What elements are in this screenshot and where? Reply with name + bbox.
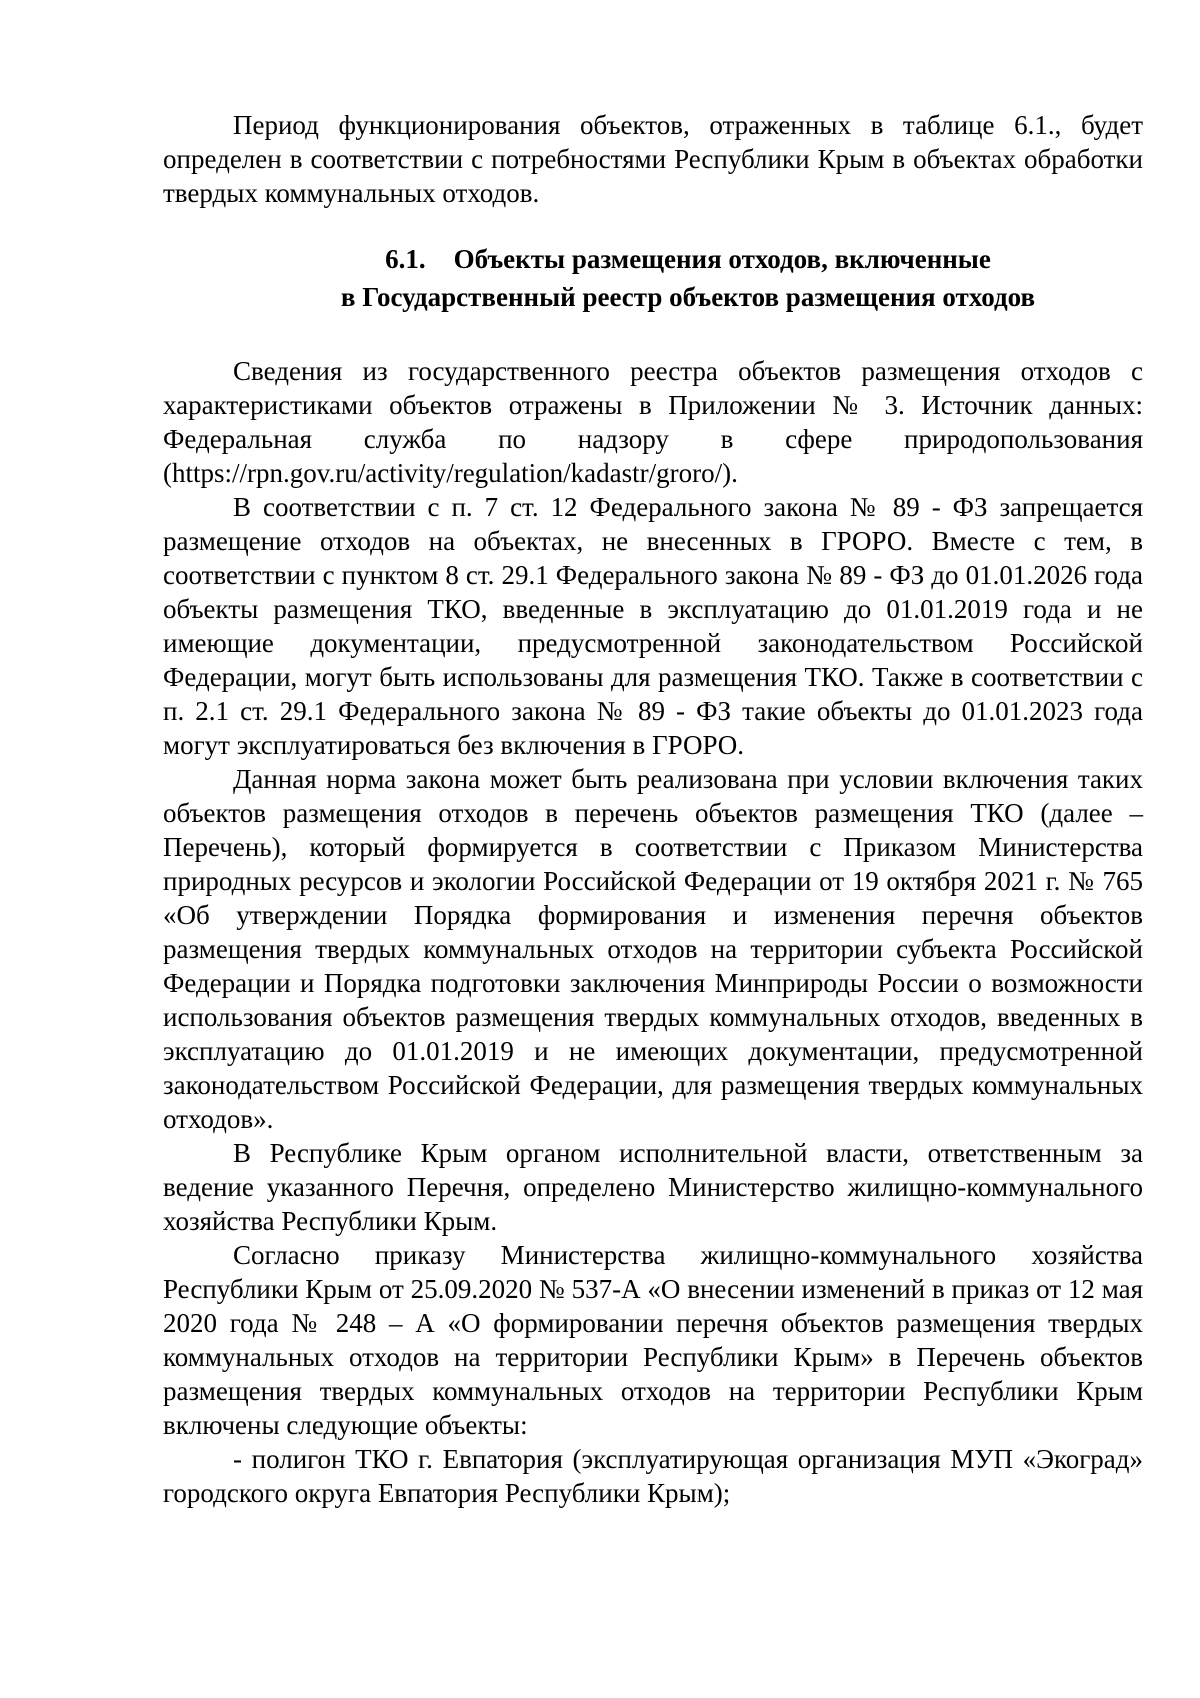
body-paragraph-2: В соответствии с п. 7 ст. 12 Федерального закона № 89 - ФЗ запрещается размещение отходов на объектах, не внесенных в ГРОРО. Вместе с тем, в соответствии с пунктом 8 ст. 29.1 Федерального закона № 89 - ФЗ до 01.01.2026 года объекты размещения ТКО, введенные в эксплуатацию до 01.01.2019 года и не имеющие документации, предусмотренной законодательством Российской Федерации, могут быть использованы для размещения ТКО. Также в соответствии с п. 2.1 ст. 29.1 Федерального закона № 89 - ФЗ такие объекты до 01.01.2023 года могут эксплуатироваться без включения в ГРОРО.	[163, 492, 1143, 760]
body-paragraph-1: Сведения из государственного реестра объектов размещения отходов с характеристиками объектов отражены в Приложении № 3. Источник данных: Федеральная служба по надзору в сфере природопользования (https://rpn.gov.ru/activity/regulation/kadastr/groro/).	[163, 356, 1143, 488]
section-heading	[163, 240, 1143, 316]
body-paragraph-4: В Республике Крым органом исполнительной власти, ответственным за ведение указанного Перечня, определено Министерство жилищно-коммунального хозяйства Республики Крым.	[163, 1138, 1143, 1236]
section-number: 6.1.	[385, 244, 426, 274]
spacer	[163, 316, 1143, 354]
body-paragraph-3: Данная норма закона может быть реализована при условии включения таких объектов размещения отходов в перечень объектов размещения ТКО (далее – Перечень), который формируется в соответствии с Приказом Министерства природных ресурсов и экологии Российской Федерации от 19 октября 2021 г. № 765 «Об утверждении Порядка формирования и изменения перечня объектов размещения твердых коммунальных отходов на территории субъекта Российской Федерации и Порядка подготовки заключения Минприроды России о возможности использования объектов размещения твердых коммунальных отходов, введенных в эксплуатацию до 01.01.2019 и не имеющих документации, предусмотренной законодательством Российской Федерации, для размещения твердых коммунальных отходов».	[163, 764, 1143, 1134]
section-title-line1: Объекты размещения отходов, включенные	[453, 244, 991, 274]
body-paragraph-5: Согласно приказу Министерства жилищно-коммунального хозяйства Республики Крым от 25.09.2020 № 537-А «О внесении изменений в приказ от 12 мая 2020 года № 248 – А «О формировании перечня объектов размещения твердых коммунальных отходов на территории Республики Крым» в Перечень объектов размещения твердых коммунальных отходов на территории Республики Крым включены следующие объекты:	[163, 1240, 1143, 1440]
list-item-1: - полигон ТКО г. Евпатория (эксплуатирующая организация МУП «Экоград» городского округа Евпатория Республики Крым);	[163, 1444, 1143, 1508]
section-title-line2: в Государственный реестр объектов размещения отходов	[340, 282, 1036, 312]
spacer	[163, 210, 1143, 240]
document-page	[163, 108, 1143, 1510]
intro-paragraph: Период функционирования объектов, отраженных в таблице 6.1., будет определен в соответствии с потребностями Республики Крым в объектах обработки твердых коммунальных отходов.	[163, 110, 1143, 208]
